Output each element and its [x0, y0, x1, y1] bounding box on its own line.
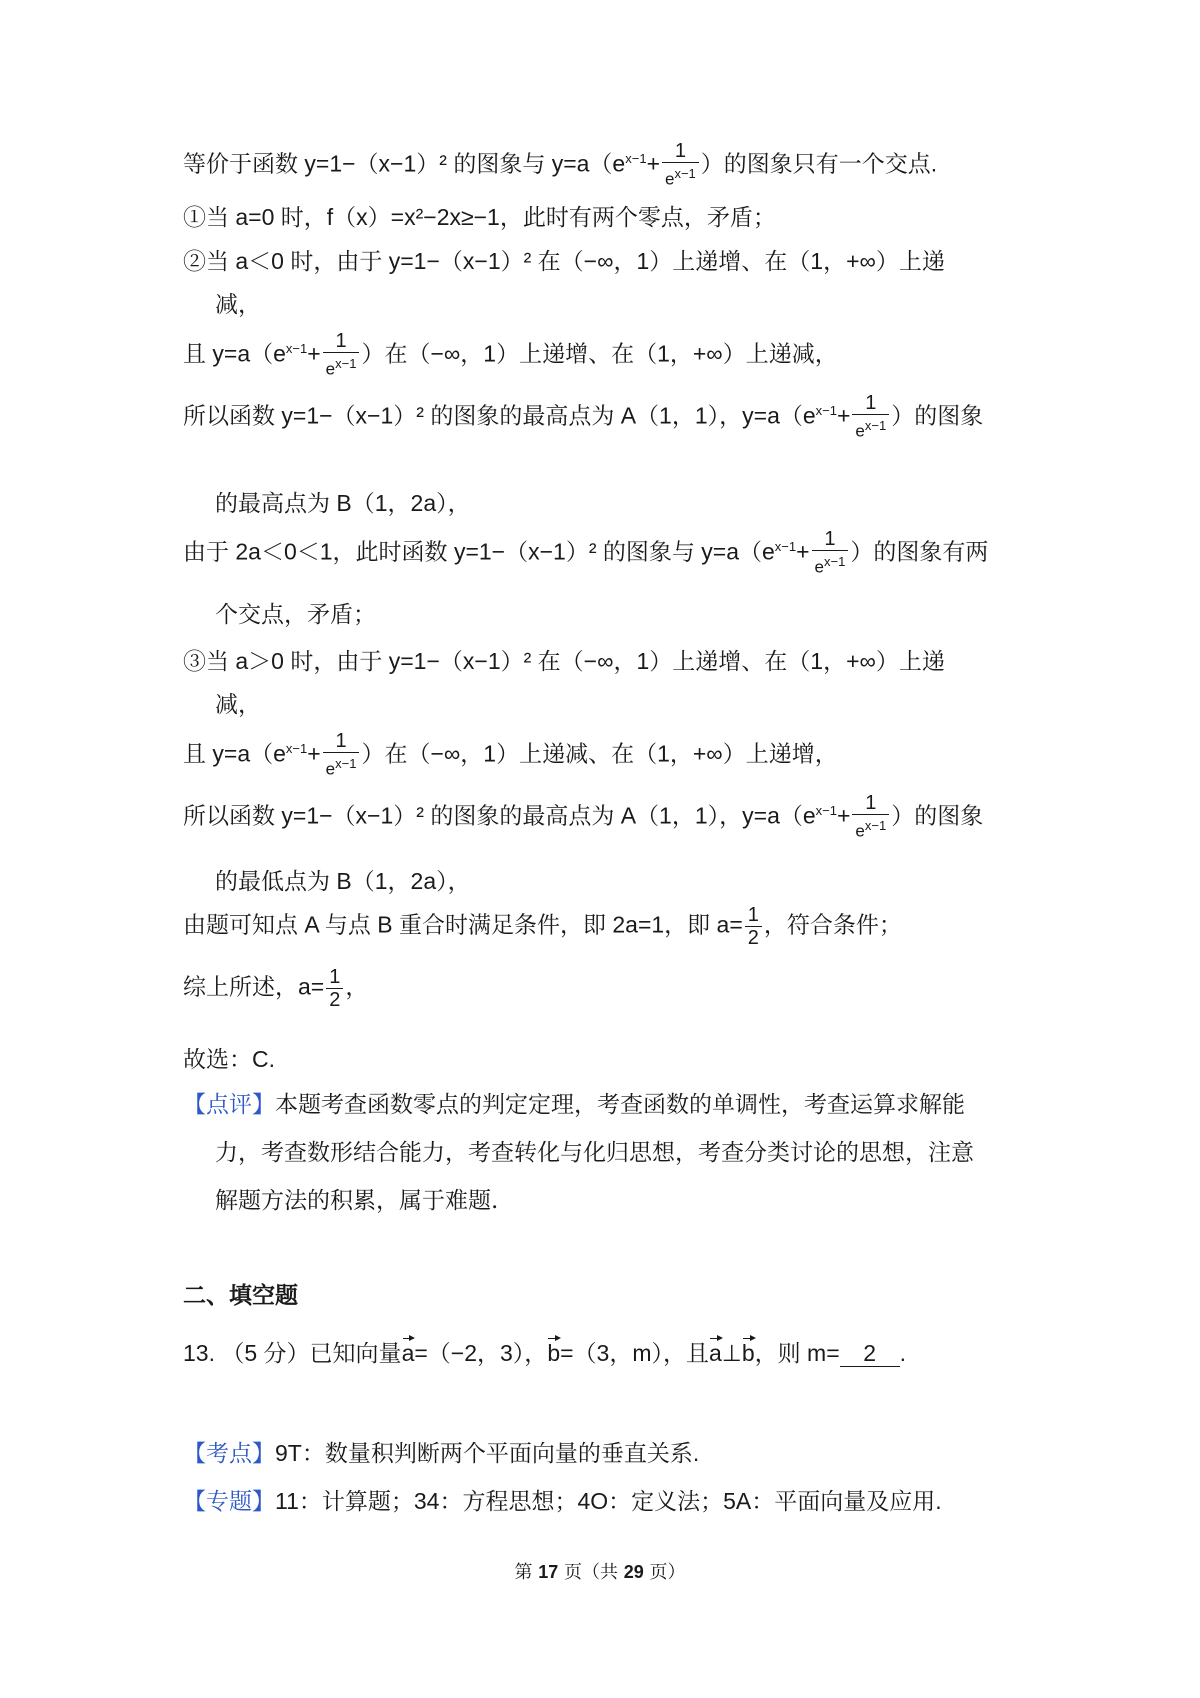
- fraction: [812, 528, 849, 579]
- text: +: [307, 740, 321, 767]
- text: 所以函数 y=1−（x−1）² 的图象的最高点为 A（1，1），y=a（e: [183, 802, 816, 829]
- fraction-numerator: 1: [323, 730, 360, 753]
- review-line-3: 解题方法的积累，属于难题.: [215, 1188, 499, 1214]
- den-exponent: x−1: [864, 818, 887, 833]
- question-text: .: [899, 1340, 907, 1366]
- review-tag: 【点评】: [183, 1092, 275, 1118]
- question-text: =（3，m），且: [560, 1340, 709, 1366]
- review-text: 本题考查函数零点的判定定理，考查函数的单调性，考查运算求解能: [275, 1092, 965, 1118]
- fraction-denominator: [812, 551, 849, 579]
- question-number: 13.: [183, 1340, 215, 1366]
- line-5: [183, 330, 1028, 381]
- den-base: e: [855, 421, 865, 441]
- line-11: 减，: [215, 692, 261, 718]
- exponent: x−1: [815, 802, 837, 818]
- den-base: e: [855, 821, 865, 841]
- text: ）的图象: [891, 402, 984, 429]
- fraction: [662, 140, 699, 191]
- review-line-1: [183, 1090, 1028, 1120]
- fraction-denominator: 2: [747, 927, 759, 949]
- den-exponent: x−1: [864, 418, 887, 433]
- exponent: x−1: [285, 740, 308, 756]
- footer-text: 页（共: [564, 1562, 618, 1583]
- text: ，: [345, 973, 369, 1000]
- text: +: [836, 402, 851, 429]
- text: ）的图象只有一个交点.: [700, 150, 938, 177]
- section-heading: 二、填空题: [183, 1282, 298, 1308]
- fraction-half: [326, 966, 343, 1011]
- kaodian-line: [183, 1438, 1028, 1469]
- fraction-denominator: [852, 415, 889, 443]
- vector-a: a: [401, 1340, 415, 1366]
- exponent: x−1: [774, 538, 797, 554]
- line-15: [183, 904, 1028, 949]
- question-text: =（−2，3），: [414, 1340, 548, 1366]
- answer-blank: 2: [840, 1340, 900, 1367]
- page-number: 17: [538, 1562, 559, 1582]
- text: 由于 2a＜0＜1，此时函数 y=1−（x−1）² 的图象与 y=a（e: [183, 538, 775, 565]
- fraction-denominator: [323, 353, 360, 381]
- fraction-numerator: 1: [323, 330, 360, 353]
- line-14: 的最低点为 B（1，2a），: [215, 868, 471, 894]
- exponent: x−1: [285, 340, 308, 356]
- total-pages: 29: [623, 1562, 644, 1582]
- den-exponent: x−1: [674, 166, 696, 181]
- zhuanti-text: 11：计算题；34：方程思想；4O：定义法；5A：平面向量及应用.: [275, 1488, 942, 1514]
- den-exponent: x−1: [335, 756, 357, 771]
- text: ）的图象有两: [850, 538, 989, 565]
- fraction-denominator: 2: [329, 989, 341, 1011]
- fraction: [323, 730, 360, 781]
- text: 且 y=a（e: [183, 740, 286, 767]
- text: ）的图象: [891, 802, 984, 829]
- line-2: ①当 a=0 时，f（x）=x²−2x≥−1，此时有两个零点，矛盾；: [183, 204, 776, 230]
- fraction-numerator: 1: [326, 966, 343, 989]
- kaodian-tag: 【考点】: [183, 1441, 275, 1467]
- vector-b: b: [547, 1340, 561, 1366]
- fraction: [852, 392, 889, 443]
- line-13: [183, 792, 1028, 843]
- den-base: e: [665, 169, 675, 189]
- fraction-half: [745, 904, 762, 949]
- text: ，符合条件；: [763, 911, 902, 938]
- fraction: [323, 330, 360, 381]
- text: ）在（−∞，1）上递增、在（1，+∞）上递减，: [361, 340, 838, 367]
- page-footer: [0, 1560, 1200, 1585]
- text: +: [307, 340, 321, 367]
- fraction-numerator: 1: [852, 792, 889, 815]
- line-4: 减，: [215, 292, 261, 318]
- text: +: [796, 538, 810, 565]
- line-7: 的最高点为 B（1，2a），: [215, 490, 471, 516]
- exponent: x−1: [815, 402, 837, 418]
- line-17: 故选：C.: [183, 1046, 275, 1072]
- fraction-denominator: [662, 163, 699, 191]
- zhuanti-tag: 【专题】: [183, 1489, 275, 1515]
- text: 由题可知点 A 与点 B 重合时满足条件，即 2a=1，即 a=: [183, 911, 743, 938]
- den-exponent: x−1: [824, 554, 846, 569]
- den-base: e: [814, 557, 825, 577]
- kaodian-text: 9T：数量积判断两个平面向量的垂直关系.: [275, 1440, 700, 1466]
- vector-b: b: [741, 1340, 755, 1366]
- question-13: [183, 1338, 1028, 1368]
- review-line-2: 力，考查数形结合能力，考查转化与化归思想，考查分类讨论的思想，注意: [215, 1140, 974, 1166]
- line-12: [183, 730, 1028, 781]
- fraction-denominator: [323, 753, 360, 781]
- text: 且 y=a（e: [183, 340, 286, 367]
- zhuanti-line: [183, 1486, 1028, 1517]
- text: 等价于函数 y=1−（x−1）² 的图象与 y=a（e: [183, 150, 626, 177]
- fraction-denominator: [852, 815, 889, 843]
- line-8: [183, 528, 1028, 579]
- den-base: e: [325, 759, 336, 779]
- fraction-numerator: 1: [812, 528, 849, 551]
- footer-text: 第: [514, 1562, 533, 1583]
- line-3: ②当 a＜0 时，由于 y=1−（x−1）² 在（−∞，1）上递增、在（1，+∞）上递: [183, 248, 945, 274]
- perpendicular-symbol: ⊥: [721, 1340, 742, 1366]
- fraction-numerator: 1: [662, 140, 699, 163]
- fraction-numerator: 1: [745, 904, 762, 927]
- den-base: e: [325, 359, 336, 379]
- line-6: [183, 392, 1028, 443]
- question-text: （5 分）已知向量: [221, 1340, 402, 1366]
- fraction-numerator: 1: [852, 392, 889, 415]
- fraction: [852, 792, 889, 843]
- text: 综上所述，a=: [183, 973, 325, 1000]
- line-1: [183, 140, 1028, 191]
- text: +: [646, 150, 660, 177]
- exponent: x−1: [625, 150, 647, 166]
- line-9: 个交点，矛盾；: [215, 602, 376, 628]
- text: +: [836, 802, 851, 829]
- footer-text: 页）: [649, 1562, 686, 1583]
- text: ）在（−∞，1）上递减、在（1，+∞）上递增，: [361, 740, 838, 767]
- den-exponent: x−1: [335, 356, 357, 371]
- question-text: ，则 m=: [754, 1340, 840, 1366]
- vector-a: a: [709, 1340, 722, 1366]
- line-10: ③当 a＞0 时，由于 y=1−（x−1）² 在（−∞，1）上递增、在（1，+∞）上递: [183, 648, 945, 674]
- text: 所以函数 y=1−（x−1）² 的图象的最高点为 A（1，1），y=a（e: [183, 402, 816, 429]
- line-16: [183, 966, 1028, 1011]
